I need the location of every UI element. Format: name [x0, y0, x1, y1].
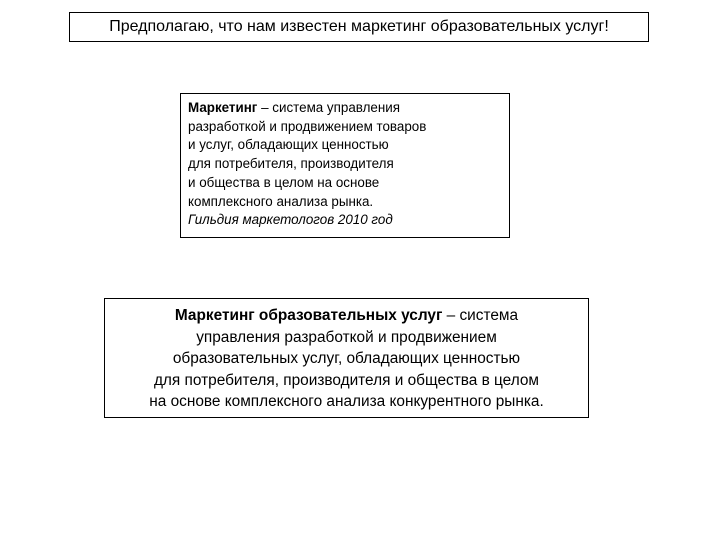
edu-marketing-definition-box: [104, 298, 589, 418]
header-box: [69, 12, 649, 42]
definition-line: и услуг, обладающих ценностью: [188, 137, 389, 153]
edu-definition-first-line: [107, 305, 586, 327]
marketing-definition-box: [180, 93, 510, 238]
definition-term: Маркетинг: [188, 100, 258, 115]
definition-line: разработкой и продвижением товаров: [188, 118, 427, 134]
definition-line: комплексного анализа рынка.: [188, 193, 374, 209]
edu-definition-term: Маркетинг образовательных услуг: [174, 307, 443, 324]
edu-definition-first-line-rest: – система: [442, 307, 519, 324]
edu-definition-line: образовательных услуг, обладающих ценностью: [172, 350, 521, 368]
edu-definition-line: для потребителя, производителя и общества в целом: [153, 371, 540, 389]
header-text: Предполагаю, что нам известен маркетинг образовательных услуг!: [109, 18, 609, 35]
definition-source: Гильдия маркетологов 2010 год: [188, 212, 393, 228]
definition-line: и общества в целом на основе: [188, 174, 380, 190]
definition-first-line: [188, 99, 503, 118]
definition-line: для потребителя, производителя: [188, 156, 394, 172]
definition-first-line-rest: – система управления: [257, 100, 400, 115]
edu-definition-line: на основе комплексного анализа конкурентного рынка.: [149, 393, 544, 411]
edu-definition-line: управления разработкой и продвижением: [196, 328, 497, 346]
